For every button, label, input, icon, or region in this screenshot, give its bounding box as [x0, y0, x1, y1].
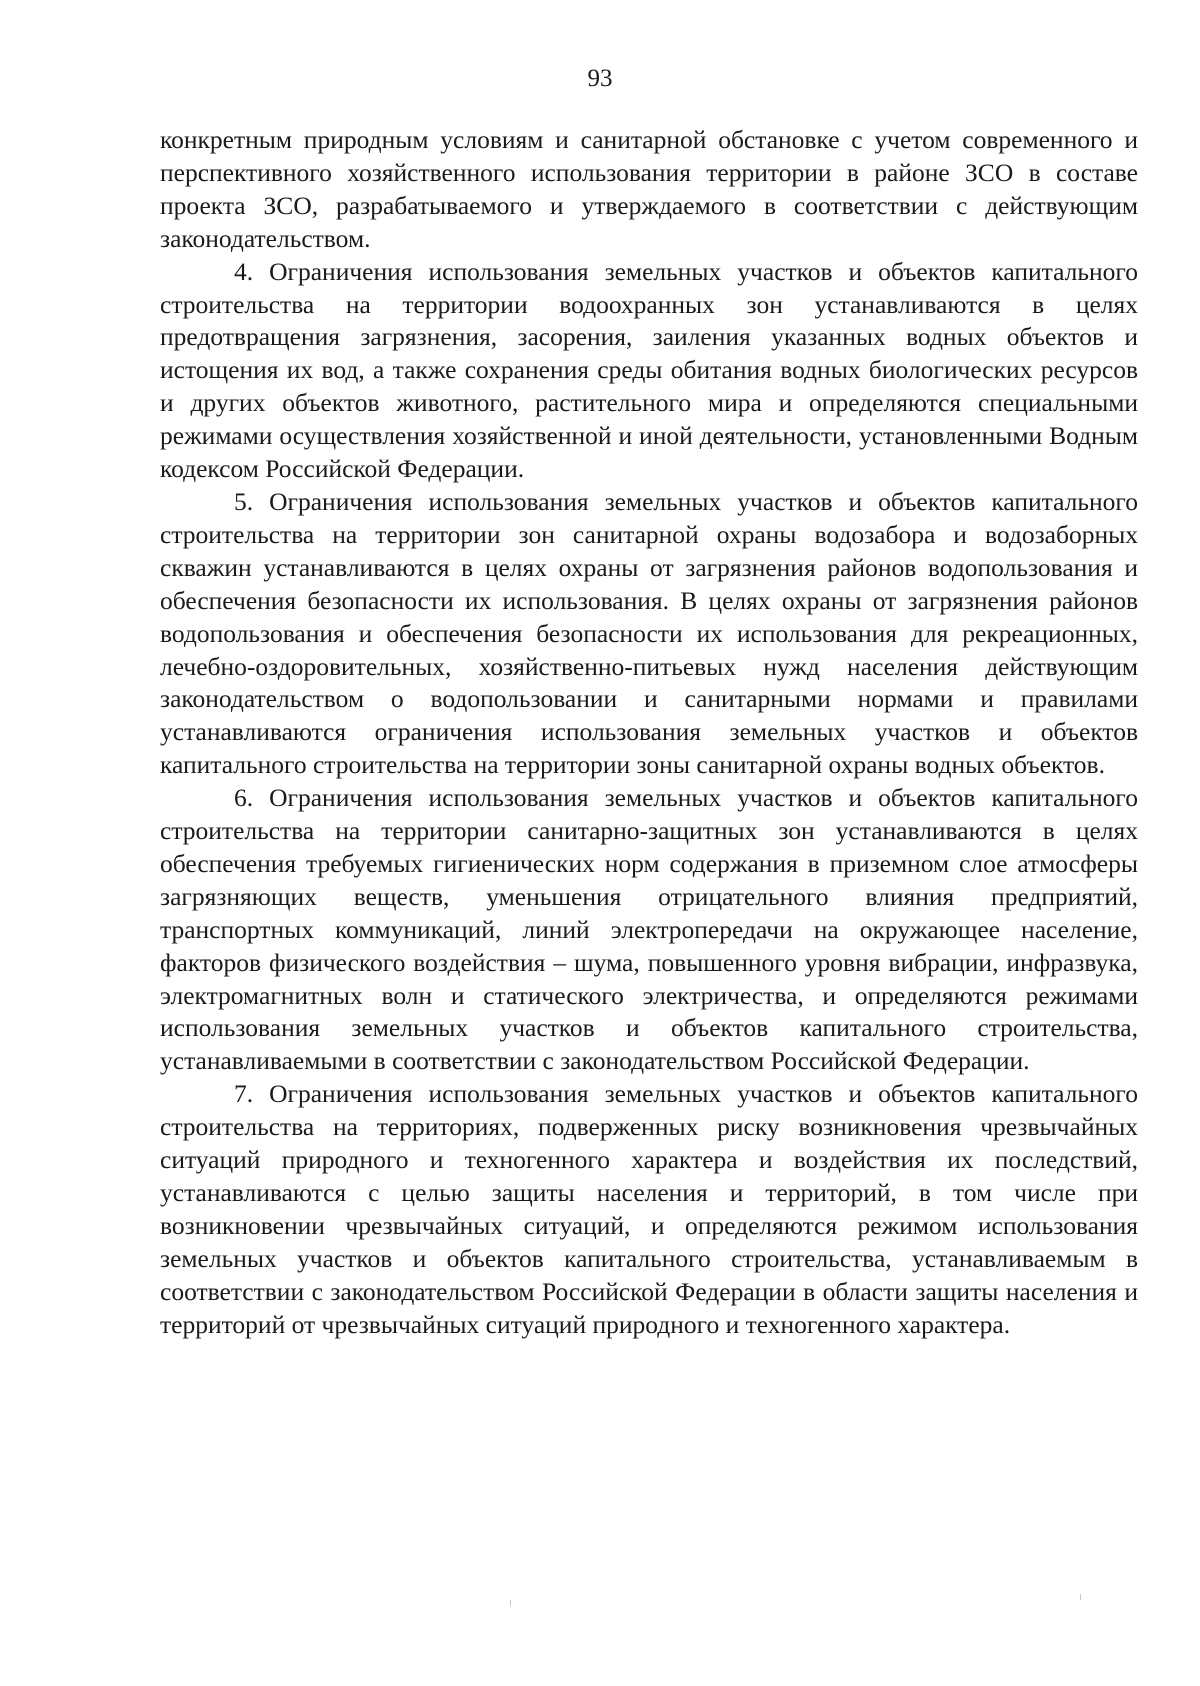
scan-artifact-mark: [510, 1600, 511, 1606]
document-body: [160, 124, 1138, 1342]
paragraph-continuation: конкретным природным условиям и санитарной обстановке с учетом современного и перспективного хозяйственного использования территории в районе ЗСО в составе проекта ЗСО, разрабатываемого и утверждаемого в соответствии с действующим законодательством.: [160, 125, 1138, 253]
paragraph-item-7: 7. Ограничения использования земельных участков и объектов капитального строительства на территориях, подверженных риску возникновения чрезвычайных ситуаций природного и техногенного характера и воздействия их последствий, устанавливаются с целью защиты населения и территорий, в том числе при возникновении чрезвычайных ситуаций, и определяются режимом использования земельных участков и объектов капитального строительства, устанавливаемым в соответствии с законодательством Российской Федерации в области защиты населения и территорий от чрезвычайных ситуаций природного и техногенного характера.: [160, 1079, 1138, 1339]
page-number: 93: [587, 65, 613, 92]
paragraph-item-6: 6. Ограничения использования земельных участков и объектов капитального строительства на территории санитарно-защитных зон устанавливаются в целях обеспечения требуемых гигиенических норм содержания в приземном слое атмосферы загрязняющих веществ, уменьшения отрицательного влияния предприятий, транспортных коммуникаций, линий электропередачи на окружающее население, факторов физического воздействия – шума, повышенного уровня вибрации, инфразвука, электромагнитных волн и статического электричества, и определяются режимами использования земельных участков и объектов капитального строительства, устанавливаемыми в соответствии с законодательством Российской Федерации.: [160, 783, 1138, 1076]
paragraph-item-5: 5. Ограничения использования земельных участков и объектов капитального строительства на территории зон санитарной охраны водозабора и водозаборных скважин устанавливаются в целях охраны от загрязнения районов водопользования и обеспечения безопасности их использования. В целях охраны от загрязнения районов водопользования и обеспечения безопасности их использования для рекреационных, лечебно-оздоровительных, хозяйственно-питьевых нужд населения действующим законодательством о водопользовании и санитарными нормами и правилами устанавливаются ограничения использования земельных участков и объектов капитального строительства на территории зоны санитарной охраны водных объектов.: [160, 486, 1138, 780]
paragraph-item-4: 4. Ограничения использования земельных участков и объектов капитального строительства на территории водоохранных зон устанавливаются в целях предотвращения загрязнения, засорения, заиления указанных водных объектов и истощения их вод, а также сохранения среды обитания водных биологических ресурсов и других объектов животного, растительного мира и определяются специальными режимами осуществления хозяйственной и иной деятельности, установленными Водным кодексом Российской Федерации.: [160, 256, 1138, 484]
scan-artifact-mark: [1080, 1594, 1081, 1600]
